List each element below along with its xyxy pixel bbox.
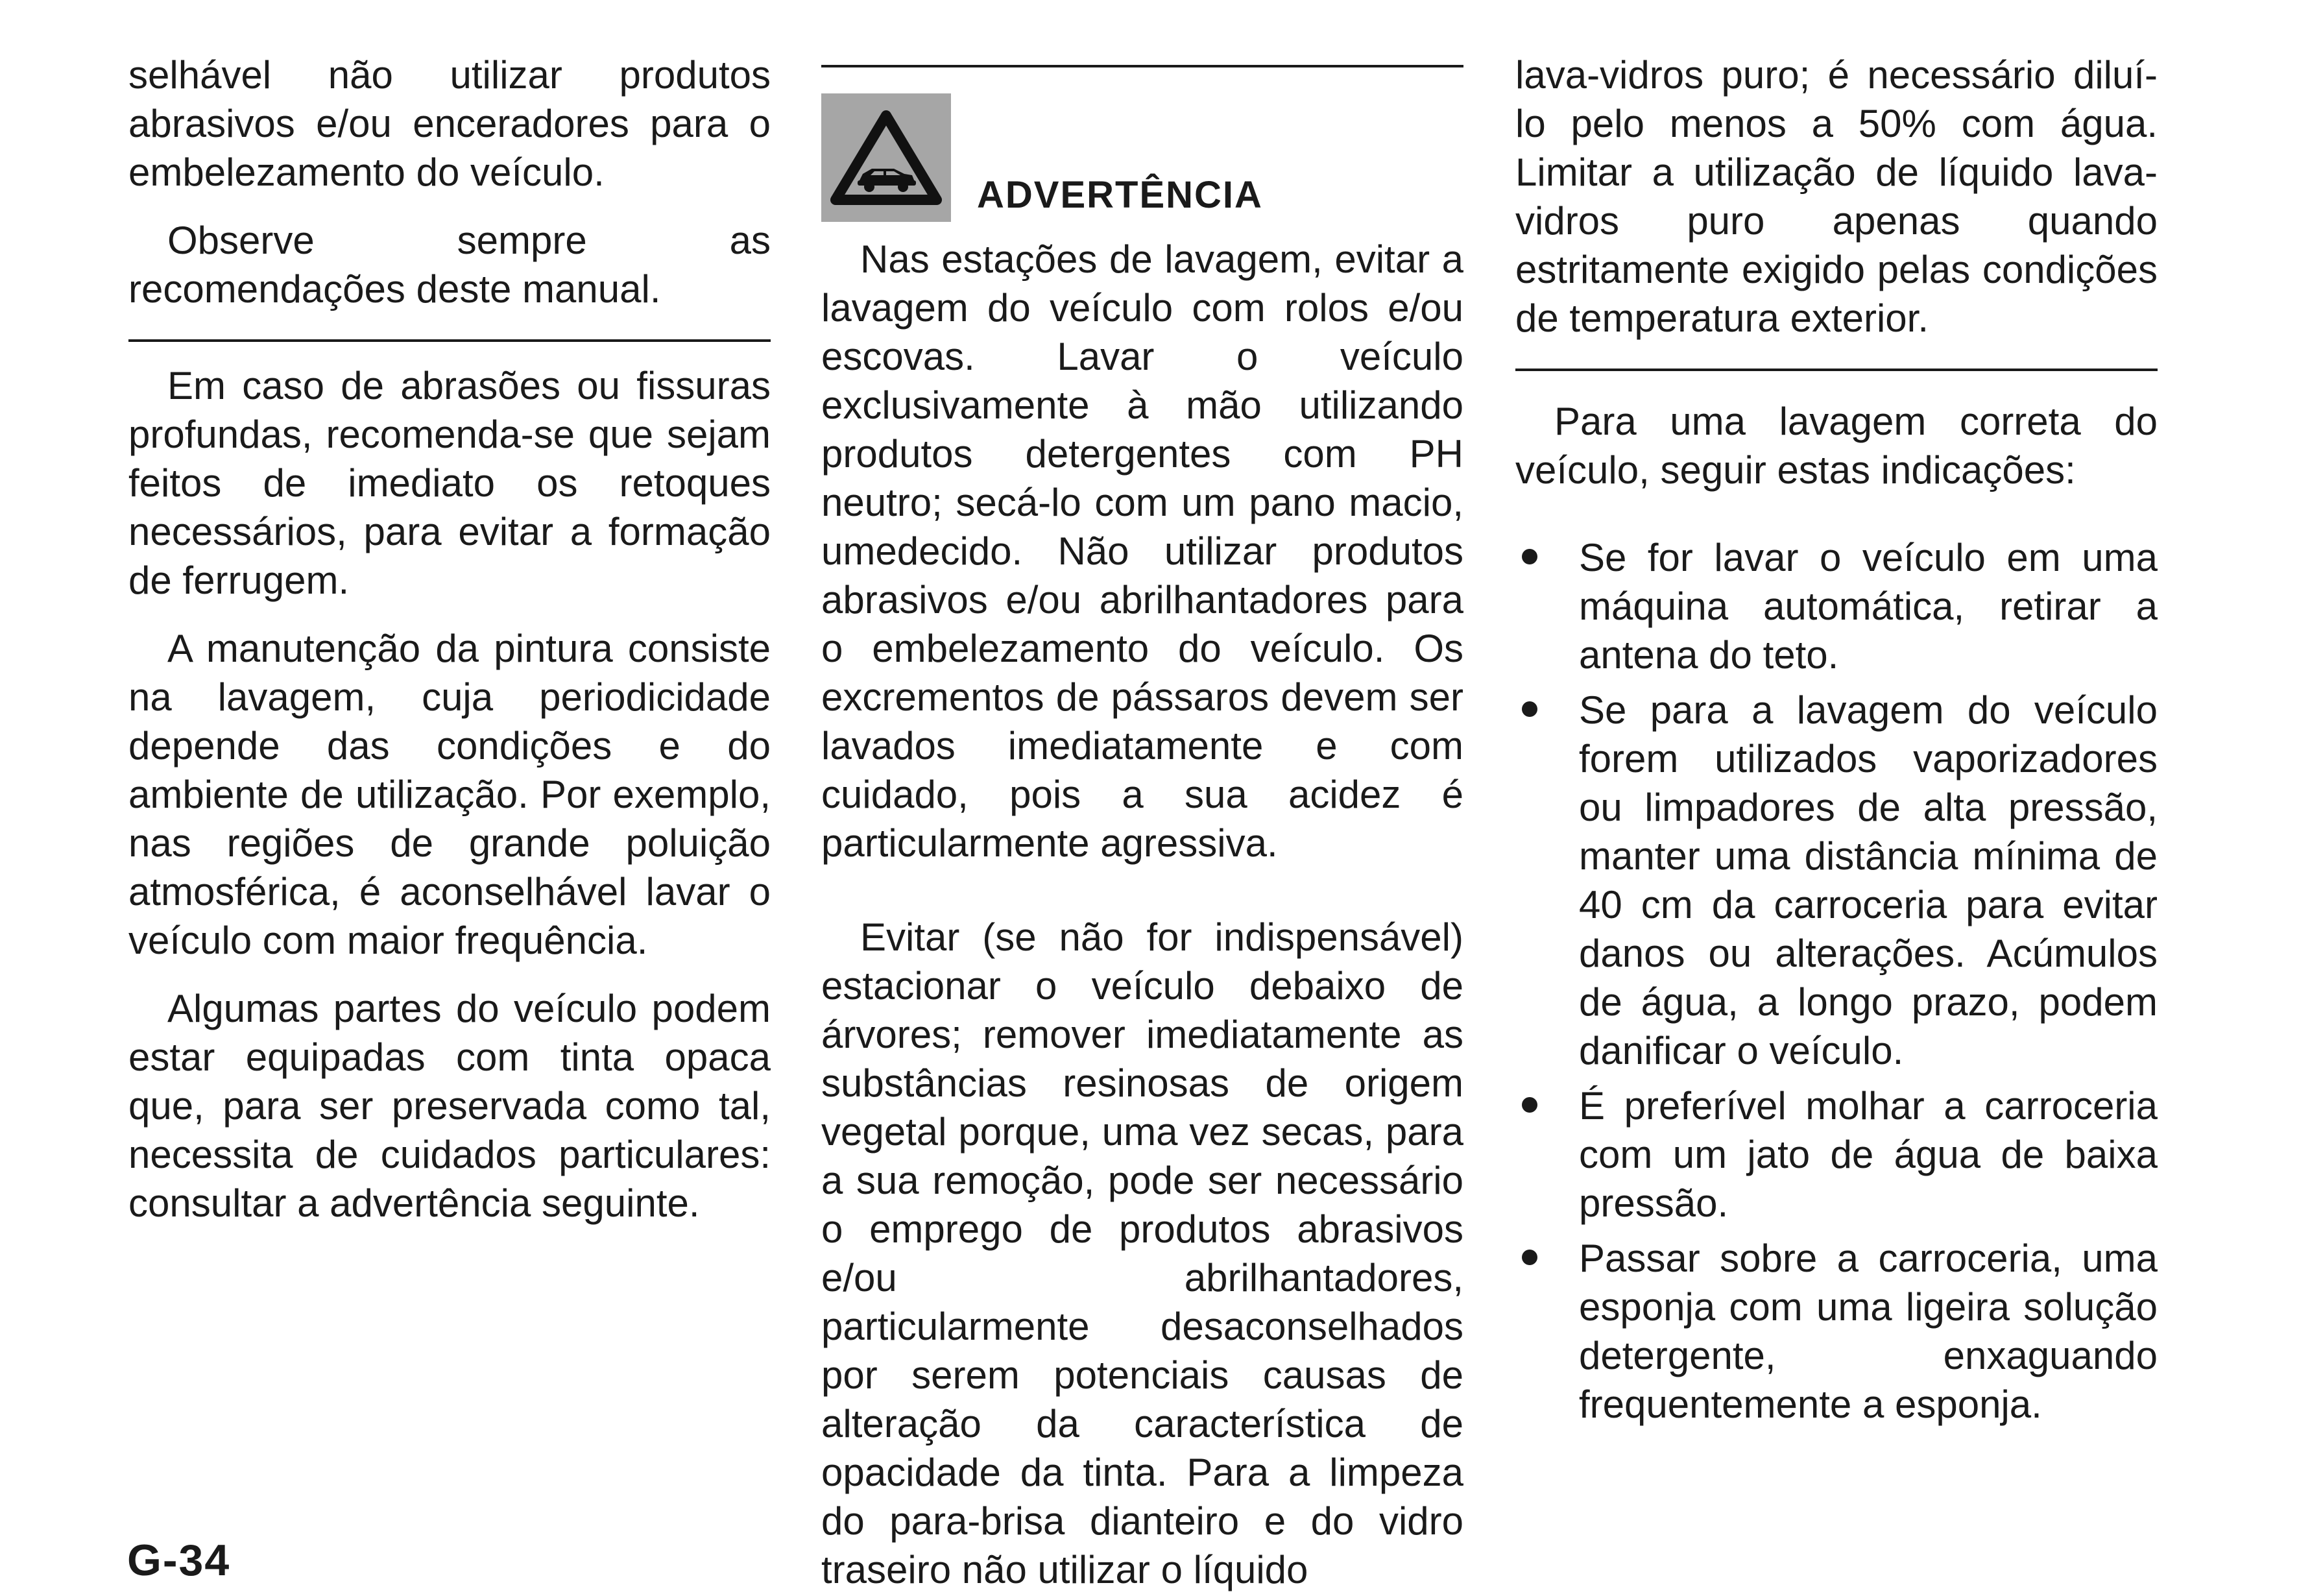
warning-top-rule	[821, 65, 1463, 67]
column-left	[128, 51, 771, 1227]
list-item-text: Se para a lavagem do veículo forem utilizados vaporizadores ou limpadores de alta pressão, manter uma distância mínima de 40 cm da carroceria para evitar danos ou alterações. Acúmulos de água, a longo prazo, podem danificar o veículo.	[1579, 688, 2158, 1072]
paragraph-paint-maintenance: A manutenção da pintura consiste na lavagem, cuja periodicidade depende das condições e do ambiente de utilização. Por exemplo, nas regiões de grande poluição atmosférica, é aconselhável lavar o veículo com maior frequência.	[128, 627, 771, 962]
page-number: G-34	[127, 1536, 231, 1585]
bullet-icon	[1522, 701, 1537, 717]
section-divider	[128, 339, 771, 342]
bullet-icon	[1522, 1250, 1537, 1265]
paragraph-washing-intro: Para uma lavagem correta do veículo, seguir estas indicações:	[1515, 400, 2158, 492]
list-item-text: É preferível molhar a carroceria com um jato de água de baixa pressão.	[1579, 1084, 2158, 1225]
warning-title: ADVERTÊNCIA	[977, 174, 1263, 216]
washing-instructions-list	[1515, 533, 2158, 1429]
list-item	[1515, 1234, 2158, 1429]
warning-header	[821, 93, 1463, 222]
paragraph-continuation: selhável não utilizar produtos abrasivos e/ou enceradores para o embelezamento do veículo.	[128, 53, 771, 194]
paragraph-recommendations: Observe sempre as recomendações deste manual.	[128, 219, 771, 311]
paragraph-washer-fluid: lava-vidros puro; é necessário diluí-lo pelo menos a 50% com água. Limitar a utilização de líquido lava-vidros puro apenas quando estritamente exigido pelas condições de temperatura exterior.	[1515, 53, 2158, 340]
paragraph-abrasions: Em caso de abrasões ou fissuras profundas, recomenda-se que sejam feitos de imediato os retoques necessários, para evitar a formação de ferrugem.	[128, 364, 771, 602]
column-middle	[821, 65, 1463, 1594]
list-item-text: Passar sobre a carroceria, uma esponja com uma ligeira solução detergente, enxaguando frequentemente a esponja.	[1579, 1237, 2158, 1426]
list-item	[1515, 1082, 2158, 1227]
list-item	[1515, 533, 2158, 679]
list-item-text: Se for lavar o veículo em uma máquina automática, retirar a antena do teto.	[1579, 536, 2158, 677]
warning-triangle-car-icon	[821, 93, 951, 222]
column-right	[1515, 51, 2158, 1435]
warning-bottom-rule	[1515, 369, 2158, 371]
paragraph-opaque-paint: Algumas partes do veículo podem estar equipadas com tinta opaca que, para ser preservada como tal, necessita de cuidados particulares: consultar a advertência seguinte.	[128, 987, 771, 1225]
bullet-icon	[1522, 1097, 1537, 1113]
paragraph-avoid-trees: Evitar (se não for indispensável) estacionar o veículo debaixo de árvores; remover imediatamente as substâncias resinosas de origem vegetal porque, uma vez secas, para a sua remoção, pode ser necessário o emprego de produtos abrasivos e/ou abrilhantadores, particularmente desaconselhados por serem potenciais causas de alteração da característica de opacidade da tinta. Para a limpeza do para-brisa dianteiro e do vidro traseiro não utilizar o líquido	[821, 915, 1463, 1591]
paragraph-washing-stations: Nas estações de lavagem, evitar a lavagem do veículo com rolos e/ou escovas. Lavar o veículo exclusivamente à mão utilizando produtos detergentes com PH neutro; secá-lo com um pano macio, umedecido. Não utilizar produtos abrasivos e/ou abrilhantadores para o embelezamento do veículo. Os excrementos de pássaros devem ser lavados imediatamente e com cuidado, pois a sua acidez é particularmente agressiva.	[821, 237, 1463, 865]
bullet-icon	[1522, 549, 1537, 564]
list-item	[1515, 686, 2158, 1075]
